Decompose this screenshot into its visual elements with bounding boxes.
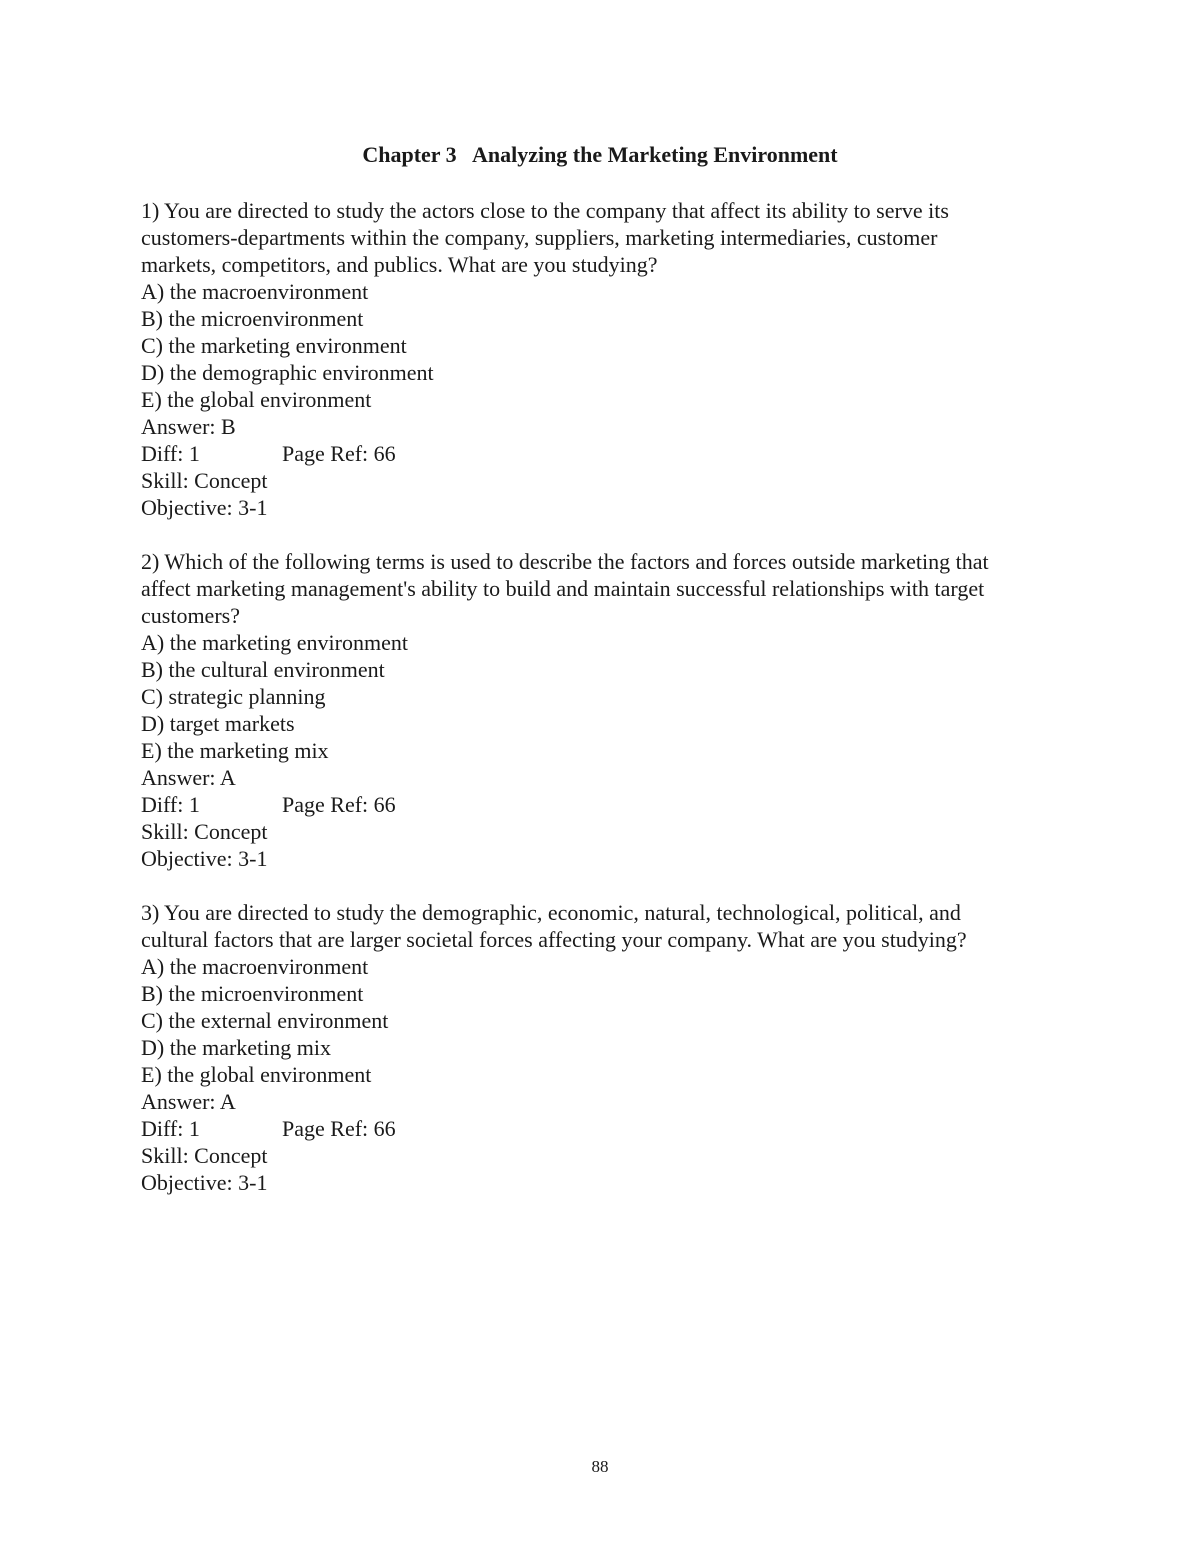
answer: Answer: A xyxy=(141,1089,236,1114)
option-e: E) the marketing mix xyxy=(141,738,329,763)
skill: Skill: Concept xyxy=(141,819,268,844)
option-a: A) the marketing environment xyxy=(141,630,408,655)
option-a: A) the macroenvironment xyxy=(141,954,369,979)
question-2 xyxy=(141,548,1081,872)
diff-page-ref-row xyxy=(141,791,1081,818)
objective: Objective: 3-1 xyxy=(141,1170,268,1195)
question-stem-line: 1) You are directed to study the actors close to the company that affect its ability to serve its xyxy=(141,198,949,223)
option-a: A) the macroenvironment xyxy=(141,279,369,304)
page-ref: Page Ref: 66 xyxy=(282,441,396,466)
diff-page-ref-row xyxy=(141,1115,1081,1142)
option-b: B) the cultural environment xyxy=(141,657,385,682)
page-ref: Page Ref: 66 xyxy=(282,792,396,817)
question-stem-line: markets, competitors, and publics. What are you studying? xyxy=(141,252,658,277)
option-b: B) the microenvironment xyxy=(141,981,364,1006)
option-e: E) the global environment xyxy=(141,1062,372,1087)
skill: Skill: Concept xyxy=(141,468,268,493)
difficulty: Diff: 1 xyxy=(141,792,200,817)
objective: Objective: 3-1 xyxy=(141,495,268,520)
option-b: B) the microenvironment xyxy=(141,306,364,331)
option-c: C) the marketing environment xyxy=(141,333,407,358)
difficulty: Diff: 1 xyxy=(141,1116,200,1141)
question-stem-line: 2) Which of the following terms is used to describe the factors and forces outside marketing that xyxy=(141,549,989,574)
question-stem-line: customers? xyxy=(141,603,240,628)
chapter-title: Chapter 3 Analyzing the Marketing Environment xyxy=(362,142,838,167)
option-d: D) target markets xyxy=(141,711,295,736)
option-c: C) the external environment xyxy=(141,1008,389,1033)
question-list xyxy=(141,197,1081,1223)
option-d: D) the demographic environment xyxy=(141,360,434,385)
objective: Objective: 3-1 xyxy=(141,846,268,871)
option-e: E) the global environment xyxy=(141,387,372,412)
page-number: 88 xyxy=(591,1457,609,1476)
diff-page-ref-row xyxy=(141,440,1081,467)
question-stem-line: 3) You are directed to study the demographic, economic, natural, technological, political, and xyxy=(141,900,961,925)
question-3 xyxy=(141,899,1081,1196)
skill: Skill: Concept xyxy=(141,1143,268,1168)
question-stem-line: cultural factors that are larger societal forces affecting your company. What are you studying? xyxy=(141,927,967,952)
answer: Answer: A xyxy=(141,765,236,790)
question-stem-line: customers-departments within the company, suppliers, marketing intermediaries, customer xyxy=(141,225,938,250)
option-d: D) the marketing mix xyxy=(141,1035,332,1060)
option-c: C) strategic planning xyxy=(141,684,326,709)
page-ref: Page Ref: 66 xyxy=(282,1116,396,1141)
question-stem-line: affect marketing management's ability to build and maintain successful relationships with target xyxy=(141,576,985,601)
answer: Answer: B xyxy=(141,414,236,439)
question-1 xyxy=(141,197,1081,521)
difficulty: Diff: 1 xyxy=(141,441,200,466)
